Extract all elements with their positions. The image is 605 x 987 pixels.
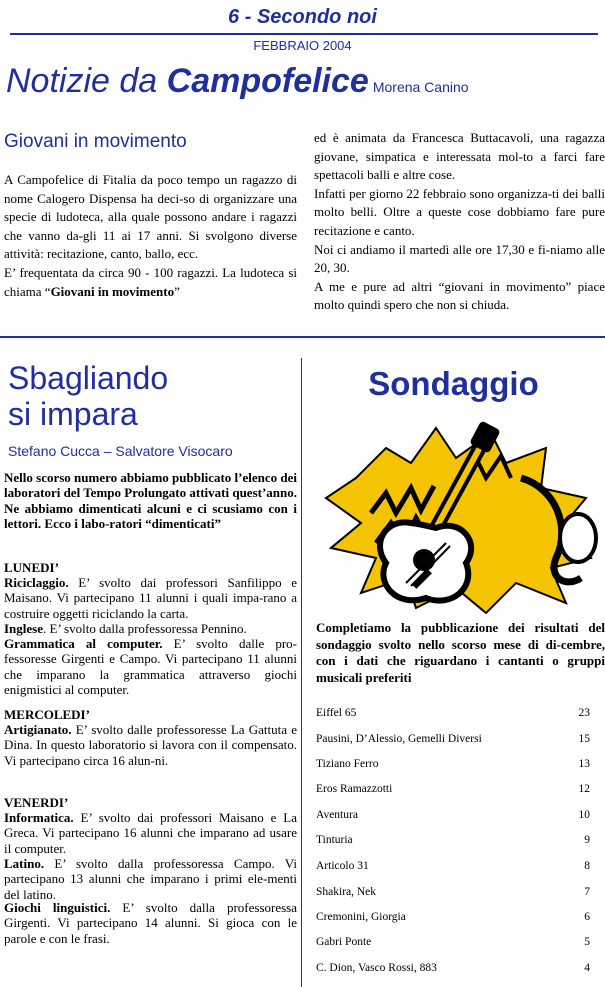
- article-paragraph: Noi ci andiamo il martedì alle ore 17,30 e fi-niamo alle 20, 30.: [314, 241, 605, 276]
- day-heading-lunedi: LUNEDI’: [4, 560, 59, 575]
- result-votes: 13: [578, 758, 590, 770]
- lab-name: Riciclaggio.: [4, 575, 69, 590]
- article-paragraph: A Campofelice di Fitalia da poco tempo un ragazzo di nome Calogero Dispensa ha deci-so di organizzare una specie di ludoteca, alla quale possono andare i ragazzi che vanno da-gli 11 ai 17 anni. Si svolgono diverse attività: recitazione, canto, ballo, ecc.: [4, 172, 297, 262]
- result-votes: 5: [584, 936, 590, 948]
- lab-description: E’ svolto dalla professoressa Girgenti. Vi partecipano 14 alunni. Si gioca con le parole e con le frasi.: [4, 900, 298, 946]
- article-title-bold: Campofelice: [166, 62, 369, 100]
- article-column-1: [4, 171, 297, 301]
- article-paragraph: A me e pure ad altri “giovani in movimento” piace molto quindi spero che non si chiuda.: [314, 278, 605, 313]
- result-row: [316, 962, 590, 982]
- article-title-plain: Notizie da: [6, 62, 167, 100]
- result-votes: 12: [578, 783, 590, 795]
- result-name: Shakira, Nek: [316, 886, 377, 898]
- lab-description: E’ svolto dalle professoresse La Gattuta e Dina. In questo laboratorio si lavora con il compensato. Vi partecipano circa 16 alun-ni.: [4, 722, 297, 768]
- lab-entry: [4, 810, 297, 856]
- result-votes: 9: [584, 834, 590, 846]
- result-votes: 8: [584, 860, 590, 872]
- lab-description: E’ svolto dalla professoressa Campo. Vi partecipano 13 alunni che imparano i primi ele-menti del latino.: [4, 856, 297, 902]
- result-votes: 4: [584, 962, 590, 974]
- sondaggio-intro: Completiamo la pubblicazione dei risultati del sondaggio svolto nello scorso mese di di-cembre, con i dati che riguardano i cantanti o gruppi musicali preferiti: [316, 620, 605, 685]
- lab-entry: [4, 900, 297, 946]
- article-paragraph: Infatti per giorno 22 febbraio sono organizza-ti dei balli molto belli. Oltre a queste cose dobbiamo fare pure recitazione e canto.: [314, 185, 605, 238]
- lab-name: Informatica.: [4, 810, 74, 825]
- lab-name: Grammatica al computer.: [4, 636, 163, 651]
- lab-name: Inglese: [4, 621, 43, 636]
- result-name: Cremonini, Giorgia: [316, 911, 406, 923]
- section-heading: Giovani in movimento: [4, 131, 187, 152]
- lab-entry: [4, 722, 297, 768]
- result-votes: 15: [578, 733, 590, 745]
- lab-entry: [4, 856, 297, 902]
- lab-description: E’ svolto dai professori Sanfilippo e Maisano. Vi partecipano 11 alunni i quali impa-rano a costruire oggetti riciclando la carta.: [4, 575, 297, 621]
- result-row: [316, 809, 590, 829]
- article-text: ”: [174, 283, 180, 299]
- lab-entry: [4, 621, 297, 636]
- issue-date: FEBBRAIO 2004: [253, 38, 352, 53]
- result-name: Eros Ramazzotti: [316, 783, 393, 795]
- result-row: [316, 733, 590, 753]
- lab-name: Artigianato.: [4, 722, 72, 737]
- result-name: Eiffel 65: [316, 707, 357, 719]
- result-row: [316, 936, 590, 956]
- lab-description: E’ svolto dalle pro-fessoresse Girgenti e Campo. Vi partecipano 11 alunni che imparano la grammatica attraverso giochi enigmistici al computer.: [4, 636, 297, 698]
- result-name: Gabri Ponte: [316, 936, 372, 948]
- result-row: [316, 886, 590, 906]
- result-row: [316, 911, 590, 931]
- day-heading-mercoledi: MERCOLEDI’: [4, 707, 90, 722]
- article-paragraph: ed è animata da Francesca Buttacavoli, una ragazza giovane, simpatica e interessata mol-to a farci fare spettacoli balli e altre cose.: [314, 130, 605, 183]
- article-column-2: [314, 129, 605, 315]
- column-divider: [301, 358, 302, 987]
- sbagliando-authors: Stefano Cucca – Salvatore Visocaro: [8, 443, 233, 459]
- sbagliando-title: [8, 360, 168, 432]
- result-name: C. Dion, Vasco Rossi, 883: [316, 962, 437, 974]
- article-author: Morena Canino: [372, 79, 469, 95]
- sondaggio-title: Sondaggio: [368, 365, 539, 402]
- article-text: E’ frequentata da circa 90 - 100 ragazzi. La ludoteca si chiama “: [4, 264, 297, 299]
- result-name: Pausini, D’Alessio, Gemelli Diversi: [316, 733, 482, 745]
- result-row: [316, 707, 590, 727]
- result-name: Articolo 31: [316, 860, 369, 872]
- result-row: [316, 860, 590, 880]
- article-text-bold: Giovani in movimento: [50, 283, 175, 299]
- result-votes: 23: [578, 707, 590, 719]
- result-name: Aventura: [316, 809, 358, 821]
- article-title: [6, 62, 469, 101]
- result-votes: 7: [584, 886, 590, 898]
- section-divider: [0, 336, 605, 338]
- lab-description: . E’ svolto dalla professoressa Pennino.: [43, 621, 247, 636]
- lab-name: Giochi linguistici.: [4, 900, 111, 915]
- header-divider: [10, 33, 598, 35]
- lab-entry: [4, 636, 297, 698]
- sbagliando-title-line: si impara: [8, 396, 138, 432]
- result-row: [316, 758, 590, 778]
- result-name: Tinturia: [316, 834, 353, 846]
- result-row: [316, 834, 590, 854]
- result-name: Tiziano Ferro: [316, 758, 379, 770]
- result-votes: 10: [578, 809, 590, 821]
- result-row: [316, 783, 590, 803]
- sbagliando-intro: Nello scorso numero abbiamo pubblicato l’elenco dei laboratori del Tempo Prolungato attivati quest’anno. Ne abbiamo dimenticati alcuni e ci scusiamo con i lettori. Ecco i labo-ratori “dimenticati”: [4, 470, 298, 532]
- lab-entry: [4, 575, 297, 621]
- day-heading-venerdi: VENERDI’: [4, 795, 69, 810]
- lab-description: E’ svolto dai professori Maisano e La Greca. Vi partecipano 16 alunni che imparano ad usare il computer.: [4, 810, 297, 856]
- result-votes: 6: [584, 911, 590, 923]
- article-paragraph: [4, 264, 297, 301]
- lab-name: Latino.: [4, 856, 45, 871]
- page-header-title: 6 - Secondo noi: [228, 6, 377, 28]
- guitar-clipart: [316, 418, 605, 614]
- sbagliando-title-line: Sbagliando: [8, 360, 169, 396]
